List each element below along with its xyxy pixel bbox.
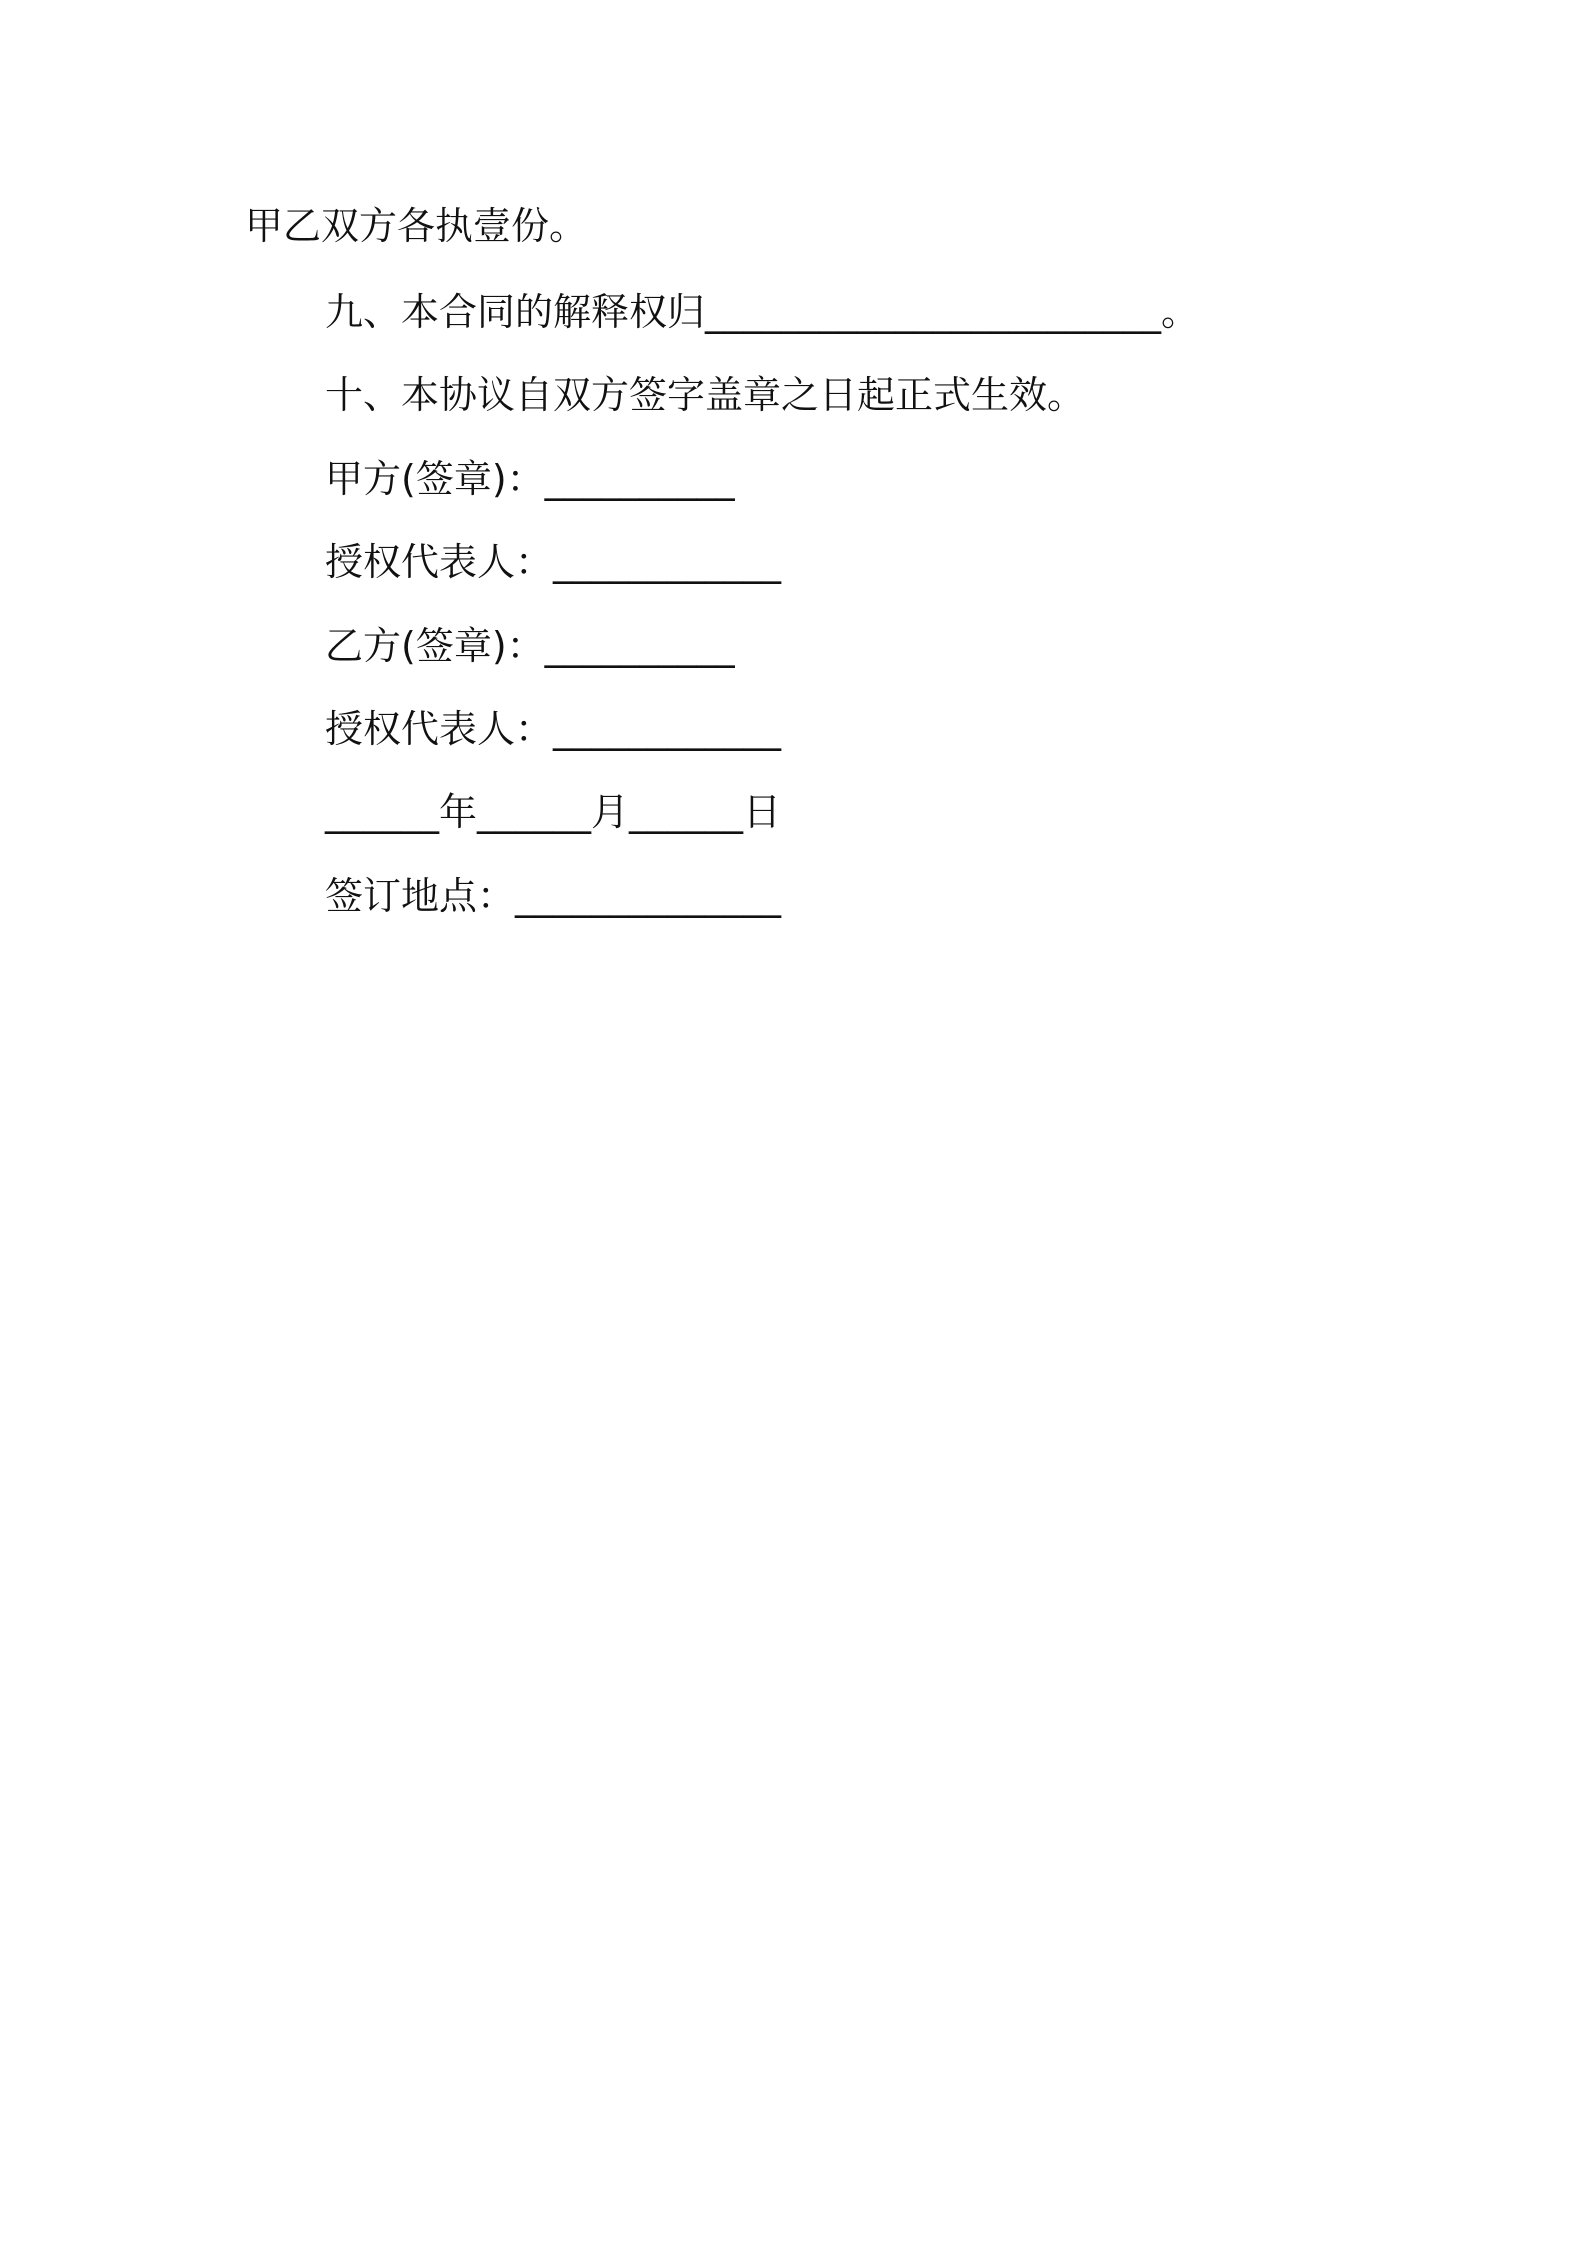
copies-statement: 甲乙双方各执壹份。 xyxy=(245,204,588,248)
signing-location-line: 签订地点：______________ xyxy=(325,874,782,918)
party-a-representative-line: 授权代表人：____________ xyxy=(325,540,782,584)
party-a-signature-line: 甲方(签章)：__________ xyxy=(325,457,735,501)
party-b-representative-line: 授权代表人：____________ xyxy=(325,707,782,751)
clause-9-interpretation-right: 九、本合同的解释权归________________________。 xyxy=(325,290,1200,334)
signing-date-line: ______年______月______日 xyxy=(325,790,782,834)
clause-10-effective-date: 十、本协议自双方签字盖章之日起正式生效。 xyxy=(325,373,1086,417)
party-b-signature-line: 乙方(签章)：__________ xyxy=(325,624,735,668)
